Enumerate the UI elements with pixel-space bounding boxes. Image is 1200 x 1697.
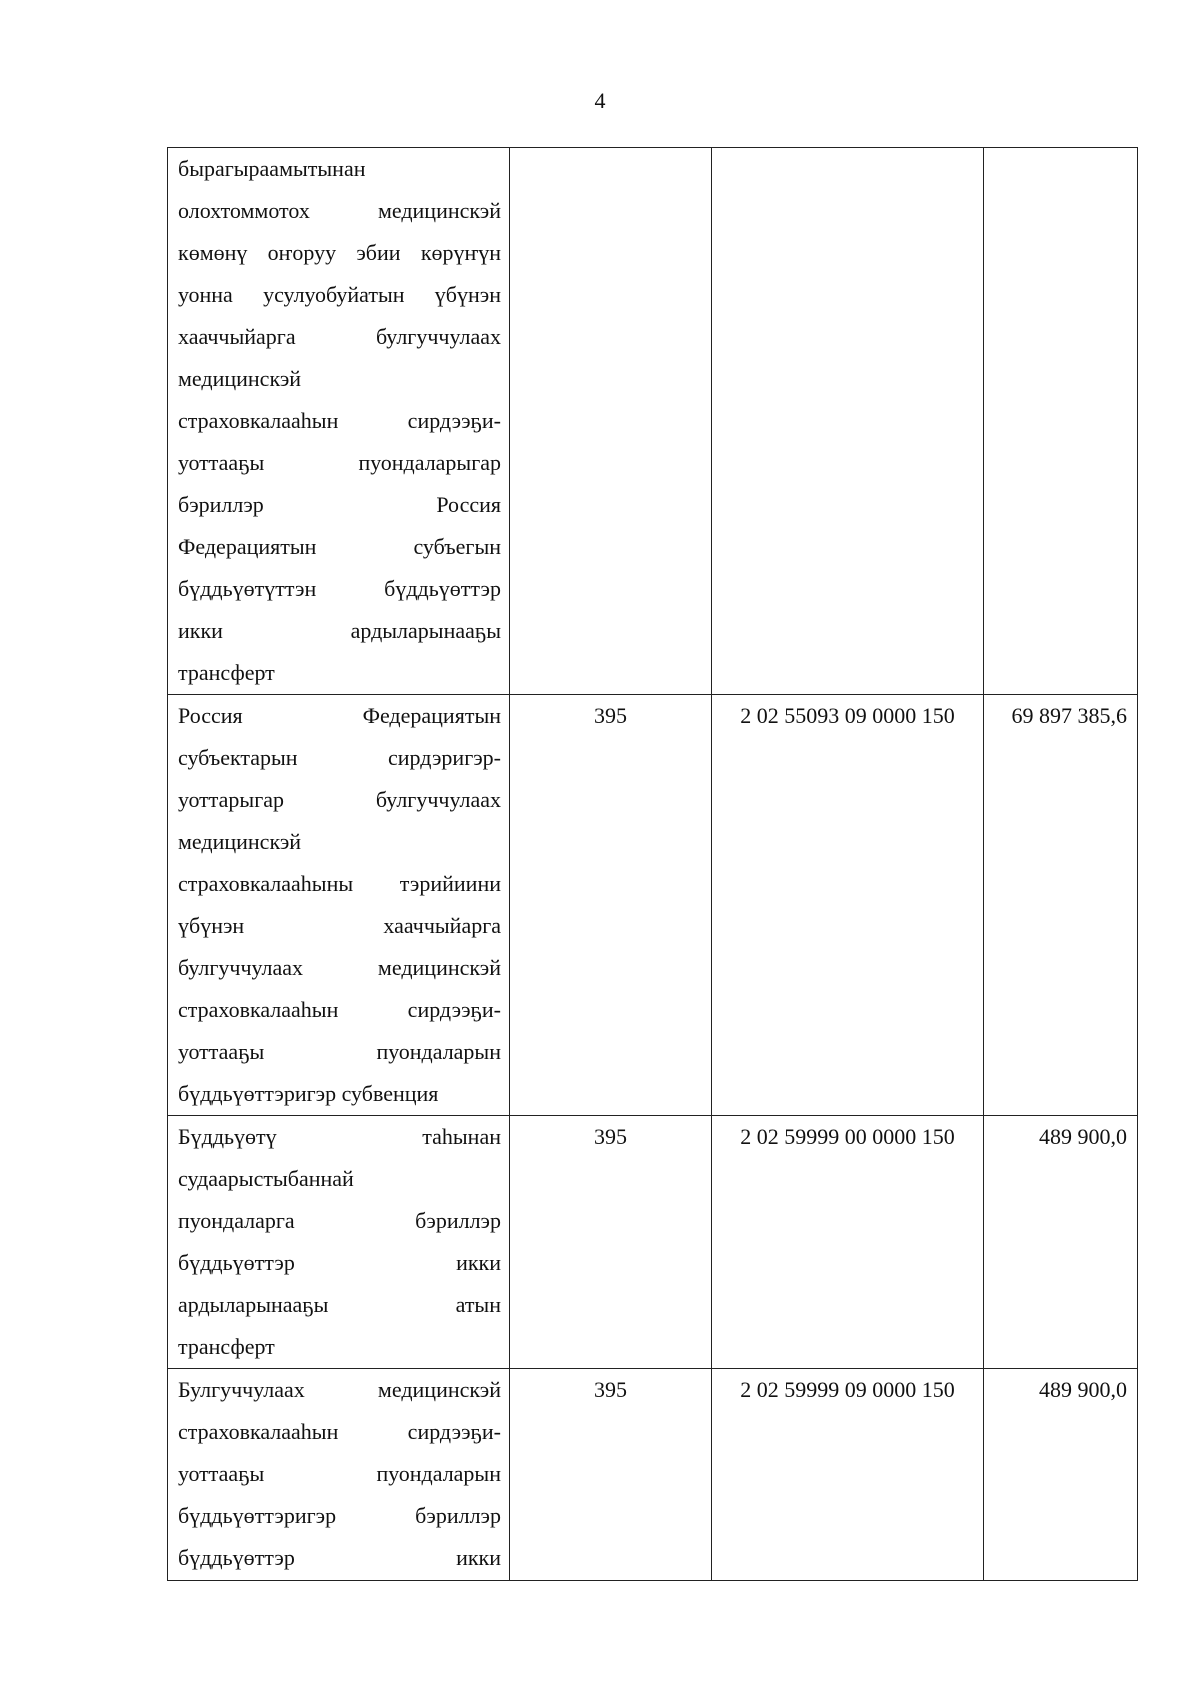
row-description xyxy=(168,1116,510,1369)
budget-code-cell: 2 02 59999 00 0000 150 xyxy=(712,1116,984,1369)
description-line: страховкалааһын сирдээҕи- xyxy=(178,1419,501,1444)
description-line: уоттааҕы пуондаларын xyxy=(178,1039,501,1064)
admin-code-cell: 395 xyxy=(510,1369,712,1581)
budget-code-cell: 2 02 59999 09 0000 150 xyxy=(712,1369,984,1581)
description-line: көмөнү оҥоруу эбии көрүҥүн xyxy=(178,240,501,265)
description-line: хааччыйарга булгуччулаах xyxy=(178,324,501,349)
description-line: уонна усулуобуйатын үбүнэн xyxy=(178,282,501,307)
description-line: уоттарыгар булгуччулаах xyxy=(178,787,501,812)
amount-cell: 489 900,0 xyxy=(984,1369,1138,1581)
description-line: бүддьүөттэр икки xyxy=(178,1250,501,1275)
description-line: страховкалааһын сирдээҕи- xyxy=(178,997,501,1022)
table-row xyxy=(168,148,1138,695)
row-description xyxy=(168,148,510,695)
description-line: страховкалааһын сирдээҕи- xyxy=(178,408,501,433)
description-line: бырагыраамытынан xyxy=(178,156,366,181)
table-row xyxy=(168,1369,1138,1581)
description-line: трансферт xyxy=(178,660,275,685)
description-line: бүддьүөттэригэр бэриллэр xyxy=(178,1503,501,1528)
description-line: бүддьүөтүттэн бүддьүөттэр xyxy=(178,576,501,601)
budget-table xyxy=(167,147,1138,1581)
description-line: Булгуччулаах медицинскэй xyxy=(178,1377,501,1402)
table-row xyxy=(168,695,1138,1116)
description-line: трансферт xyxy=(178,1334,275,1359)
description-line: бүддьүөттэр икки xyxy=(178,1545,501,1570)
description-line: судаарыстыбаннай xyxy=(178,1166,354,1191)
admin-code-cell xyxy=(510,148,712,695)
description-line: икки ардыларынааҕы xyxy=(178,618,501,643)
description-line: страховкалааһыны тэрийиини xyxy=(178,871,501,896)
description-line: бүддьүөттэригэр субвенция xyxy=(178,1081,439,1106)
description-line: бэриллэр Россия xyxy=(178,492,501,517)
description-line: медицинскэй xyxy=(178,829,302,854)
description-line: уоттааҕы пуондаларын xyxy=(178,1461,501,1486)
admin-code-cell: 395 xyxy=(510,1116,712,1369)
row-description xyxy=(168,695,510,1116)
description-line: Бүддьүөтү таһынан xyxy=(178,1124,501,1149)
description-line: субъектарын сирдэригэр- xyxy=(178,745,501,770)
amount-cell: 489 900,0 xyxy=(984,1116,1138,1369)
budget-code-cell xyxy=(712,148,984,695)
amount-cell: 69 897 385,6 xyxy=(984,695,1138,1116)
description-line: булгуччулаах медицинскэй xyxy=(178,955,501,980)
description-line: олохтоммотох медицинскэй xyxy=(178,198,501,223)
description-line: үбүнэн хааччыйарга xyxy=(178,913,501,938)
table-row xyxy=(168,1116,1138,1369)
amount-cell xyxy=(984,148,1138,695)
page-number: 4 xyxy=(594,88,606,113)
description-line: ардыларынааҕы атын xyxy=(178,1292,501,1317)
description-line: пуондаларга бэриллэр xyxy=(178,1208,501,1233)
description-line: Россия Федерациятын xyxy=(178,703,501,728)
description-line: Федерациятын субъегын xyxy=(178,534,501,559)
budget-code-cell: 2 02 55093 09 0000 150 xyxy=(712,695,984,1116)
description-line: медицинскэй xyxy=(178,366,302,391)
description-line: уоттааҕы пуондаларыгар xyxy=(178,450,501,475)
admin-code-cell: 395 xyxy=(510,695,712,1116)
row-description xyxy=(168,1369,510,1581)
